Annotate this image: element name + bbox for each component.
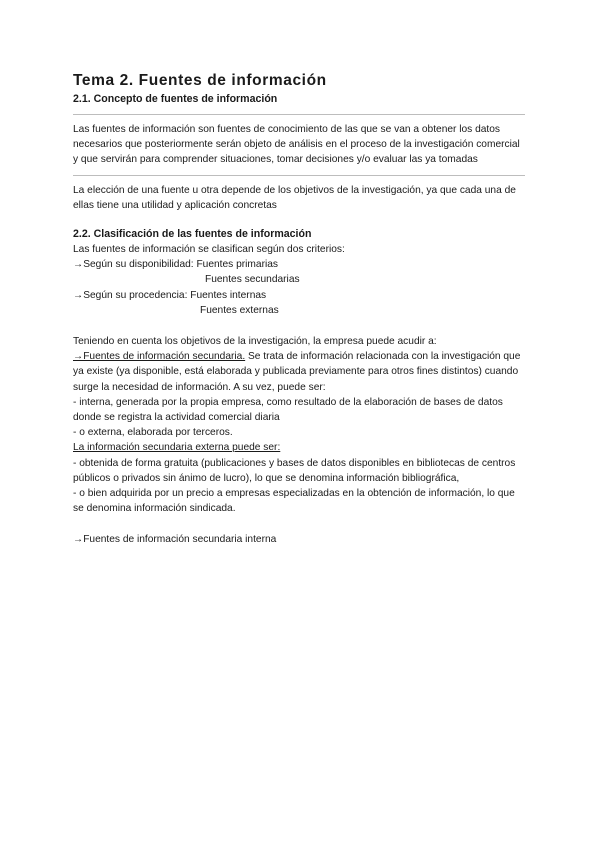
classification-intro: Las fuentes de información se clasifican según dos criterios:	[73, 244, 345, 256]
external-info-heading: La información secundaria externa puede ser:	[73, 442, 281, 454]
list-item-external: - o externa, elaborada por terceros.	[73, 427, 233, 439]
criterion-availability-secondary: Fuentes secundarias	[205, 274, 300, 286]
internal-secondary-heading: →Fuentes de información secundaria interna	[73, 534, 277, 546]
criterion-origin: →Según su procedencia: Fuentes internas	[73, 289, 267, 301]
secondary-sources-text: Se trata de información relacionada con la investigación que ya existe (ya disponible, está elaborada y publicada previamente para otros fines distintos) cuando surge la necesidad de información. A su vez, puede ser:	[73, 351, 521, 393]
list-item-internal: - interna, generada por la propia empresa, como resultado de la elaboración de bases de datos donde se registra la actividad comercial diaria	[73, 396, 503, 424]
divider-2	[73, 175, 525, 176]
section-2-heading: 2.2. Clasificación de las fuentes de información	[73, 228, 312, 241]
criterion-availability: →Según su disponibilidad: Fuentes primarias	[73, 259, 278, 271]
criterion-origin-external: Fuentes externas	[200, 304, 279, 316]
page-title: Tema 2. Fuentes de información	[73, 72, 327, 89]
lead-paragraph: Teniendo en cuenta los objetivos de la investigación, la empresa puede acudir a:	[73, 336, 437, 348]
document-page	[73, 72, 525, 548]
list-item-free: - obtenida de forma gratuita (publicaciones y bases de datos disponibles en bibliotecas de centros públicos o privados sin ánimo de lucro), lo que se denomina información bibliográfica,	[73, 457, 516, 484]
list-item-syndicated: - o bien adquirida por un precio a empresas especializadas en la obtención de información, lo que se denomina información sindicada.	[73, 488, 515, 515]
section-1-heading: 2.1. Concepto de fuentes de información	[73, 93, 278, 105]
secondary-sources-paragraph	[73, 349, 525, 395]
secondary-sources-heading: →Fuentes de información secundaria.	[73, 351, 246, 363]
divider-1	[73, 114, 525, 115]
choice-paragraph: La elección de una fuente u otra depende de los objetivos de la investigación, ya que cada una de ellas tiene una utilidad y aplicación concretas	[73, 184, 516, 211]
concept-paragraph: Las fuentes de información son fuentes de conocimiento de las que se van a obtener los datos necesarios que posteriormente serán objeto de análisis en el proceso de la investigación comercial y que servirán para comprender situaciones, tomar decisiones y/o evaluar las ya tomadas	[73, 124, 520, 166]
